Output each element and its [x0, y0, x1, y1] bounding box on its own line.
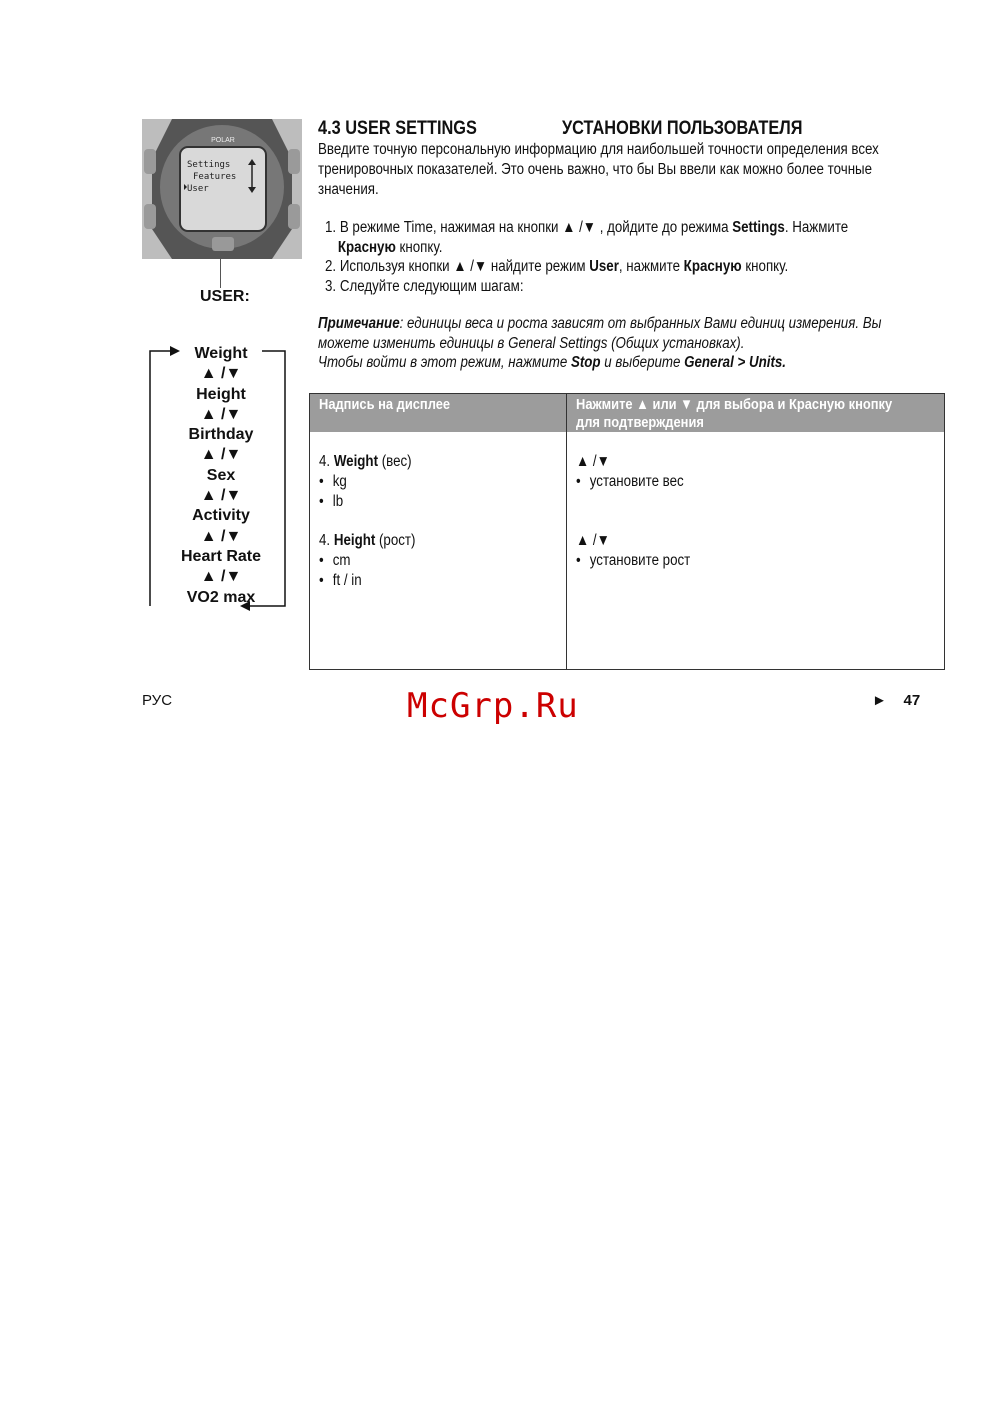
list-item: • cm [319, 552, 351, 569]
table-cell-display [319, 452, 415, 591]
intro-line: значения. [318, 181, 379, 198]
menu-item-height: Height [196, 385, 246, 403]
step-1: 1. В режиме Time, нажимая на кнопки ▲ /▼ , дойдите до режима Settings. Нажмите [325, 219, 849, 236]
watch-red-button [212, 237, 234, 251]
list-item: • установите рост [576, 552, 691, 569]
watch-screen-line-1: Settings [187, 160, 231, 170]
watermark-logo: McGrp.Ru [407, 686, 579, 726]
intro-line: Введите точную персональную информацию для наибольшей точности определения всех [318, 141, 879, 158]
list-item: • lb [319, 493, 344, 510]
table-divider [566, 394, 567, 669]
watch-button-left-bottom [144, 204, 156, 229]
menu-separator: ▲ /▼ [200, 365, 242, 383]
section-title-ru: УСТАНОВКИ ПОЛЬЗОВАТЕЛЯ [562, 118, 803, 139]
weight-arrows: ▲ /▼ [576, 453, 610, 470]
watch-image [142, 119, 302, 259]
height-row-title: 4. Height (рост) [319, 532, 416, 549]
watch-button-right-top [288, 149, 300, 174]
page-number: 47 [903, 692, 921, 709]
table-cell-actions [576, 452, 690, 571]
watch-button-left-top [144, 149, 156, 174]
watch-screen-line-2: Features [193, 172, 237, 182]
settings-table [309, 393, 945, 670]
user-label: USER: [200, 288, 250, 305]
menu-item-vo2max: VO2 max [186, 588, 256, 606]
menu-separator: ▲ /▼ [200, 527, 242, 545]
menu-separator: ▲ /▼ [200, 568, 242, 586]
menu-separator: ▲ /▼ [200, 405, 242, 423]
user-pointer-line [220, 258, 221, 288]
table-header-right: Нажмите ▲ или ▼ для выбора и Красную кнопку для подтверждения [576, 396, 893, 431]
note-block: Примечание: единицы веса и роста зависят от выбранных Вами единиц измерения. Вы можете изменить единицы в General Settings (Общих установках). Чтобы войти в этот режим, нажмите Stop и выберите General > Units. [318, 315, 882, 371]
menu-item-birthday: Birthday [188, 426, 254, 444]
user-menu-list [170, 344, 272, 608]
list-item: • kg [319, 473, 347, 490]
footer-page [872, 692, 920, 709]
intro-paragraph [318, 140, 879, 200]
next-arrow-icon: ► [872, 692, 887, 709]
watch-brand: POLAR [211, 137, 235, 144]
note-label: Примечание [318, 315, 400, 332]
steps-list [325, 218, 848, 296]
step-2: 2. Используя кнопки ▲ /▼ найдите режим User, нажмите Красную кнопку. [325, 258, 789, 275]
watch-screen-line-3: User [187, 184, 209, 194]
section-title-en: 4.3 USER SETTINGS [318, 118, 477, 139]
menu-item-weight: Weight [194, 345, 248, 362]
height-arrows: ▲ /▼ [576, 532, 610, 549]
menu-separator: ▲ /▼ [200, 487, 242, 505]
footer-language: РУС [142, 692, 173, 709]
step-3: 3. Следуйте следующим шагам: [325, 277, 524, 295]
watch-button-right-bottom [288, 204, 300, 229]
intro-line: тренировочных показателей. Это очень важно, что бы Вы ввели как можно более точные [318, 161, 873, 178]
list-item: • установите вес [576, 473, 684, 490]
menu-item-heart-rate: Heart Rate [180, 547, 262, 565]
table-header-left: Надпись на дисплее [319, 396, 451, 413]
table-header [310, 394, 944, 432]
menu-item-sex: Sex [206, 466, 236, 484]
menu-item-activity: Activity [192, 507, 250, 525]
weight-row-title: 4. Weight (вес) [319, 453, 412, 470]
step-1-cont: Красную кнопку. [337, 238, 443, 256]
menu-separator: ▲ /▼ [200, 446, 242, 464]
list-item: • ft / in [319, 572, 362, 589]
